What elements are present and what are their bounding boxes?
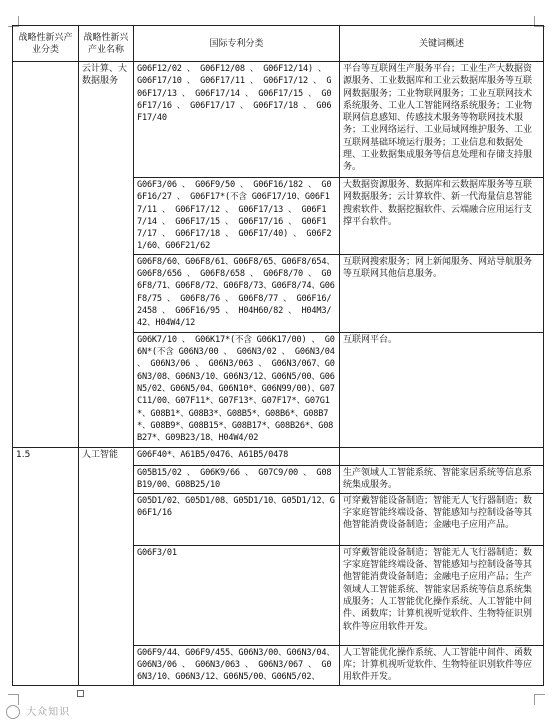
keywords-cell: 互联网平台。 [340,332,544,447]
keywords-cell [340,447,544,465]
watermark-logo-icon [6,705,20,719]
table-header-row [13,26,544,62]
table-row [13,447,544,465]
watermark [6,703,70,719]
watermark-text: 大众知识 [26,707,71,718]
ipc-cell: G06F8/60、G06F8/61、G06F8/65、G06F8/654、G06F8/656 、 G06F8/658 、 G06F8/70 、 G06F8/71、G06F8/72、G06F8/73、G06F8/74、G06F8/75 、 G06F8/76 、 G06F8/77 、 G06F16/2458 、 G06F16/95 、 H04H60/82 、 H04M3/42、H04W4/12 [134,254,340,332]
ipc-cell: G06F12/02 、 G06F12/08 、 G06F12/14) 、 G06F17/10 、 G06F17/11 、 G06F17/12 、 G06F17/13 、 G06F17/14 、 G06F17/15 、 G06F17/16 、 G06F17/17 、 G06F17/18 、 G06F17/40 [134,62,340,178]
keywords-cell: 大数据资源服务、数据库和云数据库服务等互联网数据服务；云计算软件、新一代海量信息智能搜索软件、数据挖掘软件、云端融合应用运行支撑平台软件。 [340,178,544,255]
keywords-cell: 平台等互联网生产服务平台；工业生产大数据资源服务、工业数据库和工业云数据库服务等互联网数据服务；工业物联网服务；工业互联网技术系统服务、工业人工智能网络系统服务；工业物联网信息感知、传感技术服务等物联网技术服务；工业网络运行、工业局域网维护服务、工业互联网基础环境运行服务；工业信息和数据处理、工业数据集成服务等信息处理和存储支持服务。 [340,62,544,178]
industry-name-cell: 人工智能 [79,447,134,685]
section-end-marker [77,690,84,697]
ipc-cell: G06K7/10 、 G06K17*(不含 G06K17/00) 、 G06N*(不含 G06N3/00 、 G06N3/02 、 G06N3/04 、 G06N3/06 、 G06N3/063 、 G06N3/067、G06N3/08、G06N3/10、G06N3/12、G06N5/00、G06N5/02、G06N5/04、G06N10*、G06N99/00)、G07C11/00、G07F11*、G07F13*、G07F17*、G07G1*、G08B1*、G08B3*、G08B5*、G08B6*、G08B7*、G08B9*、G08B15*、G08B17*、G08B26*、G08B27*、G09B23/18、H04W4/02 [134,332,340,447]
ipc-cell: G05D1/02、G05D1/08、G05D1/10、G05D1/12、G06F1/16 [134,493,340,545]
category-code-cell: 1.5 [13,447,79,685]
patent-classification-table [12,25,544,686]
industry-name-cell: 云计算、大数据服务 [79,62,134,448]
keywords-cell: 可穿戴智能设备制造；智能无人飞行器制造；数字家庭智能终端设备、智能感知与控制设备等其他智能消费设备制造；金融电子应用产品。 [340,493,544,545]
keywords-cell: 互联网搜索服务；网上新闻服务、网站导航服务等互联网其他信息服务。 [340,254,544,332]
table-row [13,62,544,178]
header-keywords: 关键词概述 [340,26,544,62]
ipc-cell: G05B15/02 、 G06K9/66 、 G07C9/00 、 G08B19/00、G08B25/10 [134,465,340,493]
keywords-cell: 生产领域人工智能系统、智能家居系统等信息系统集成服务。 [340,465,544,493]
header-ipc: 国际专利分类 [134,26,340,62]
crop-mark-bottom-right [534,694,545,705]
ipc-cell: G06F3/06 、 G06F9/50 、 G06F16/182 、 G06F16/27 、 G06F17*(不含 G06F17/10、G06F17/11 、 G06F17/12 、 G06F17/13 、 G06F17/14 、 G06F17/15 、 G06F17/16 、 G06F17/17 、 G06F17/18 、 G06F17/40) 、 G06F21/60、G06F21/62 [134,178,340,255]
ipc-cell: G06F40*、A61B5/0476、A61B5/0478 [134,447,340,465]
keywords-cell: 人工智能优化操作系统、人工智能中间件、函数库；计算机视听觉软件、生物特征识别软件等应用软件开发。 [340,645,544,685]
category-code-cell [13,62,79,448]
header-industry-name: 战略性新兴产业名称 [79,26,134,62]
ipc-cell: G06F3/01 [134,545,340,645]
header-category: 战略性新兴产业分类 [13,26,79,62]
keywords-cell: 可穿戴智能设备制造；智能无人飞行器制造；数字家庭智能终端设备、智能感知与控制设备等其他智能消费设备制造；金融电子应用产品；生产领域人工智能系统、智能家居系统等信息系统集成服务；人工智能优化操作系统、人工智能中间件、函数库；计算机视听觉软件、生物特征识别软件等应用软件开发。 [340,545,544,645]
ipc-cell: G06F9/44、G06F9/455、G06N3/00、G06N3/04、G06N3/06 、 G06N3/063 、 G06N3/067 、 G06N3/10、G06N3/12、G06N5/00、G06N5/02、 [134,645,340,685]
